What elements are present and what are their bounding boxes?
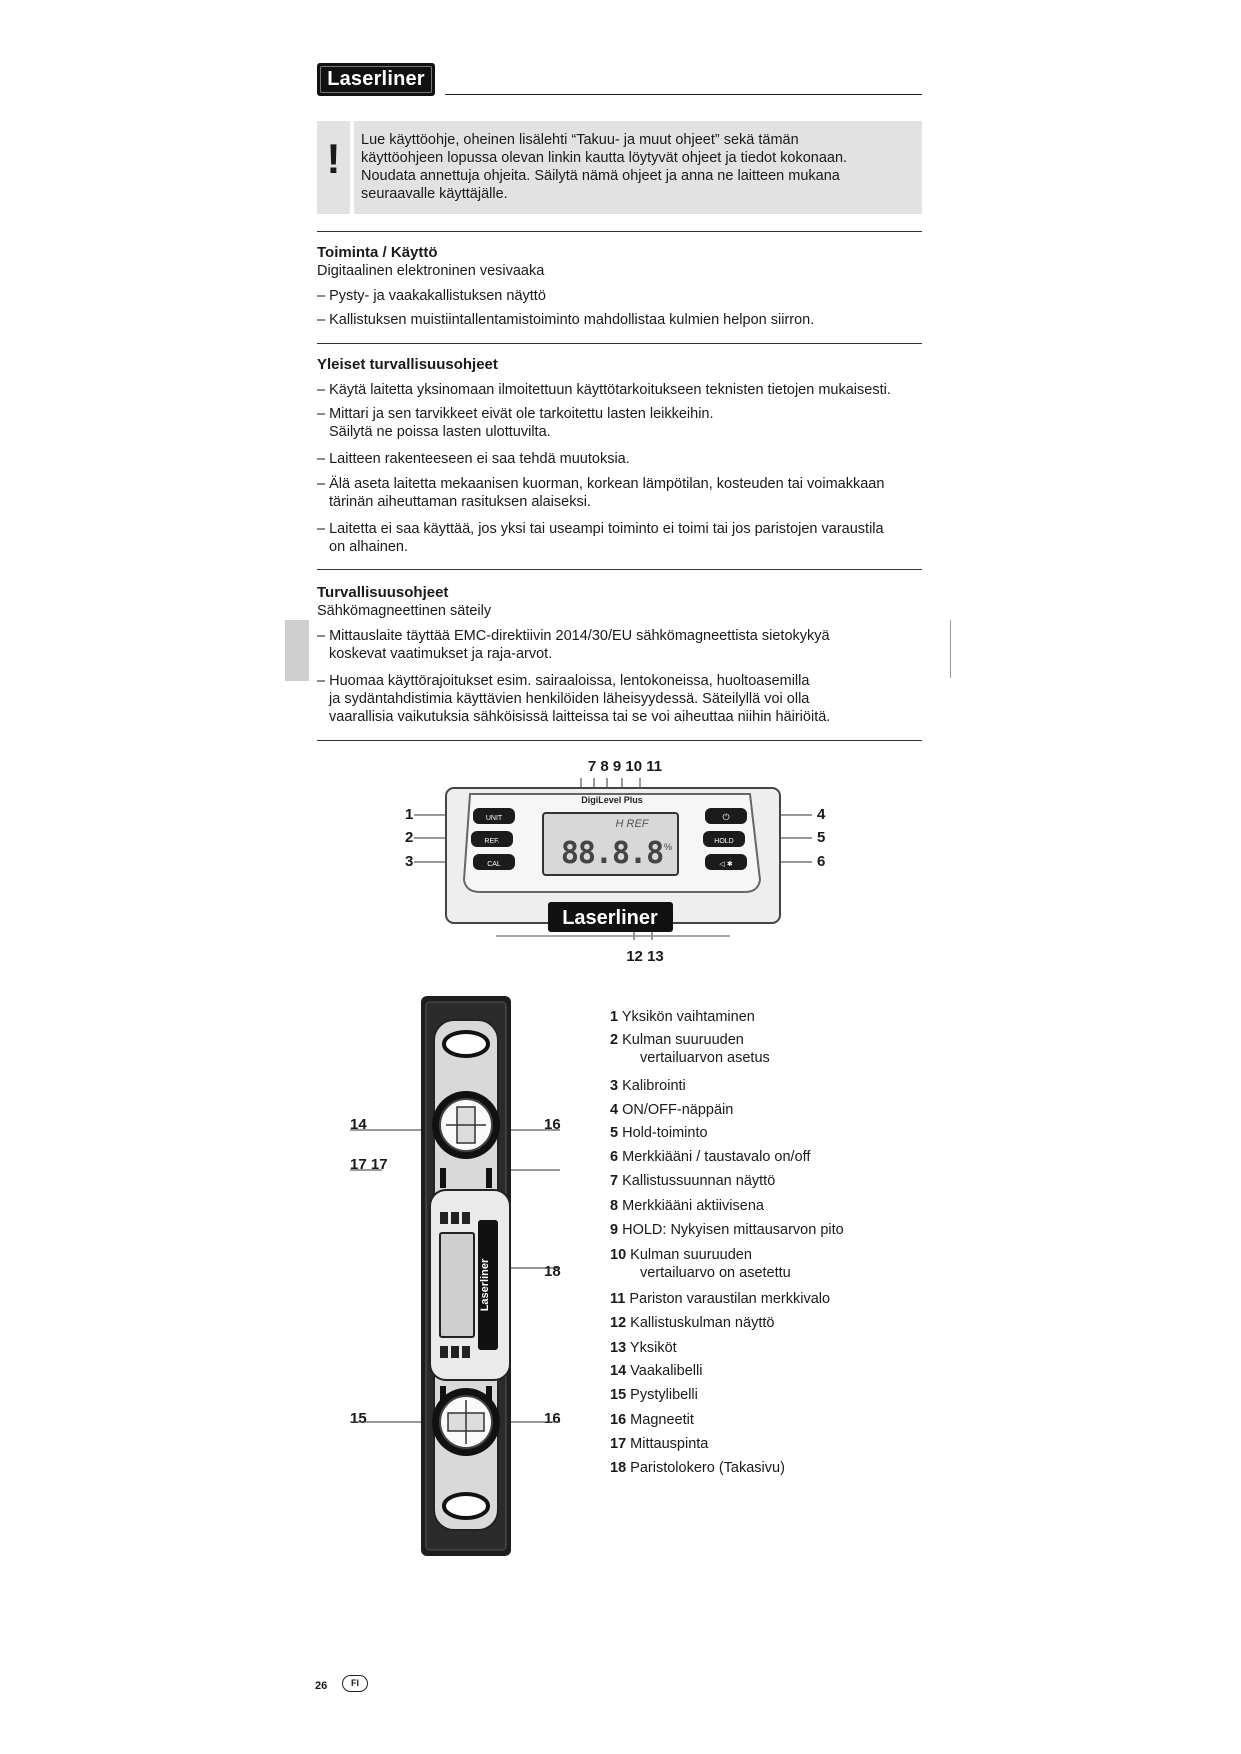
- legend-num: 3: [610, 1078, 619, 1094]
- legend-num: 2: [610, 1032, 619, 1048]
- legend-text: Yksikön vaihtaminen: [621, 1009, 755, 1025]
- legend-text: Paristolokero (Takasivu): [630, 1460, 785, 1476]
- section-divider: [317, 740, 922, 741]
- legend-item: [610, 1172, 910, 1190]
- safety-item: – Käytä laitetta yksinomaan ilmoitettuun käyttötarkoitukseen teknisten tietojen mukaisesti.: [317, 382, 891, 398]
- figure-label-18: 18: [544, 1263, 561, 1280]
- legend-num: 4: [610, 1102, 619, 1118]
- function-item: – Kallistuksen muistiintallentamistoiminto mahdollistaa kulmien helpon siirron.: [317, 312, 815, 328]
- legend-item: [610, 1290, 910, 1308]
- legend-num: 12: [610, 1315, 627, 1331]
- safety-heading: Turvallisuusohjeet: [317, 584, 449, 601]
- legend-num: 11: [610, 1291, 626, 1307]
- lcd-digits: 88.8.8: [560, 836, 664, 871]
- legend-text: Hold-toiminto: [622, 1125, 708, 1141]
- legend-text: Mittauspinta: [630, 1436, 709, 1452]
- notice-text: [361, 131, 917, 203]
- legend-num: 16: [610, 1412, 627, 1428]
- legend-num: 10: [610, 1247, 627, 1263]
- emc-item-cont: koskevat vaatimukset ja raja-arvot.: [329, 646, 553, 662]
- safety-subtitle: Sähkömagneettinen säteily: [317, 603, 492, 619]
- figure-label-2: 2: [405, 829, 414, 846]
- emc-item: – Mittauslaite täyttää EMC-direktiivin 2014/30/EU sähkömagneettista sietokykyä: [317, 628, 830, 644]
- emc-item-cont: ja sydäntahdistimia käyttävien henkilöiden läheisyydessä. Säteilyllä voi olla: [329, 691, 810, 707]
- side-line: [950, 620, 951, 678]
- legend-num: 7: [610, 1173, 619, 1189]
- legend-item: [610, 1386, 910, 1404]
- ref-button[interactable]: REF.: [484, 838, 500, 845]
- cal-button[interactable]: CAL: [487, 861, 501, 868]
- legend-text: Kulman suuruuden: [622, 1032, 744, 1048]
- safety-item: – Laitetta ei saa käyttää, jos yksi tai useampi toiminto ei toimi tai jos paristojen varaustila: [317, 521, 884, 537]
- legend-text: Kalibrointi: [622, 1078, 686, 1094]
- general-safety-heading: Yleiset turvallisuusohjeet: [317, 356, 498, 373]
- notice-line: käyttöohjeen lopussa olevan linkin kautta löytyvät ohjeet ja tiedot kokonaan.: [361, 150, 848, 166]
- device-brand: Laserliner: [562, 907, 658, 929]
- lcd-unit: %: [663, 842, 673, 852]
- legend-text: Pystylibelli: [630, 1387, 698, 1403]
- legend-item: [610, 1221, 910, 1239]
- section-divider: [317, 231, 922, 232]
- safety-item: – Laitteen rakenteeseen ei saa tehdä muutoksia.: [317, 451, 630, 467]
- function-item: – Pysty- ja vaakakallistuksen näyttö: [317, 288, 546, 304]
- legend-num: 9: [610, 1222, 619, 1238]
- legend-item: [610, 1101, 910, 1119]
- power-button[interactable]: ⏻: [722, 813, 730, 823]
- legend-item: [610, 1077, 910, 1095]
- emc-item: – Huomaa käyttörajoitukset esim. sairaaloissa, lentokoneissa, huoltoasemilla: [317, 673, 810, 689]
- product-name: DigiLevel Plus: [581, 795, 643, 805]
- figure-label-6: 6: [817, 853, 826, 870]
- section-divider: [317, 569, 922, 570]
- legend-item: [610, 1031, 910, 1067]
- side-brand: Laserliner: [479, 1258, 491, 1312]
- legend-num: 18: [610, 1460, 627, 1476]
- brand-logo: Laserliner: [317, 63, 435, 96]
- legend-text: Kallistussuunnan näyttö: [622, 1173, 776, 1189]
- legend-text: ON/OFF-näppäin: [622, 1102, 734, 1118]
- legend-text: Merkkiääni / taustavalo on/off: [622, 1149, 811, 1165]
- legend-num: 17: [610, 1436, 627, 1452]
- legend-text-cont: vertailuarvo on asetettu: [640, 1265, 791, 1281]
- figure-label-14: 14: [350, 1116, 367, 1133]
- figure-label-bottom: 12 13: [626, 948, 664, 965]
- notice-line: Noudata annettuja ohjeita. Säilytä nämä ohjeet ja anna ne laitteen mukana: [361, 168, 840, 184]
- legend-item: [610, 1246, 910, 1282]
- legend-item: [610, 1459, 910, 1477]
- legend-text: Kallistuskulman näyttö: [630, 1315, 775, 1331]
- legend-text: Kulman suuruuden: [630, 1247, 752, 1263]
- sound-light-button[interactable]: ◁ ✱: [719, 860, 733, 868]
- legend-text-cont: vertailuarvon asetus: [640, 1050, 770, 1066]
- function-heading: Toiminta / Käyttö: [317, 244, 438, 261]
- header-rule: [445, 94, 922, 95]
- legend-text: Merkkiääni aktiivisena: [622, 1198, 764, 1214]
- legend-text: HOLD: Nykyisen mittausarvon pito: [622, 1222, 844, 1238]
- warning-icon: !: [326, 135, 341, 182]
- notice-line: Lue käyttöohje, oheinen lisälehti “Takuu- ja muut ohjeet” sekä tämän: [361, 132, 799, 148]
- legend-text: Pariston varaustilan merkkivalo: [629, 1291, 831, 1307]
- emc-item-cont: vaarallisia vaikutuksia sähköisissä laitteissa tai se voi aiheuttaa niihin häiriöitä.: [329, 709, 831, 725]
- safety-item: – Älä aseta laitetta mekaanisen kuorman, korkean lämpötilan, kosteuden tai voimakkaan: [317, 476, 885, 492]
- legend-item: [610, 1124, 910, 1142]
- page-number: 26: [315, 1680, 328, 1692]
- legend-num: 1: [610, 1009, 619, 1025]
- control-panel-illustration: [400, 770, 820, 945]
- figure-label-3: 3: [405, 853, 414, 870]
- language-badge: FI: [342, 1675, 368, 1692]
- function-subtitle: Digitaalinen elektroninen vesivaaka: [317, 263, 545, 279]
- lcd-ref-indicator: H REF: [615, 818, 649, 830]
- legend-num: 13: [610, 1340, 627, 1356]
- legend-item: [610, 1008, 910, 1026]
- notice-line: seuraavalle käyttäjälle.: [361, 186, 508, 202]
- figure-label-4: 4: [817, 806, 826, 823]
- legend-num: 14: [610, 1363, 627, 1379]
- legend-item: [610, 1314, 910, 1332]
- legend-item: [610, 1197, 910, 1215]
- figure-label-15: 15: [350, 1410, 367, 1427]
- legend-item: [610, 1435, 910, 1453]
- safety-item-cont: on alhainen.: [329, 539, 409, 555]
- safety-item-cont: Säilytä ne poissa lasten ulottuvilta.: [329, 424, 551, 440]
- spirit-level-illustration: [350, 990, 570, 1570]
- hold-button[interactable]: HOLD: [714, 838, 734, 845]
- legend-num: 15: [610, 1387, 627, 1403]
- safety-item: – Mittari ja sen tarvikkeet eivät ole tarkoitettu lasten leikkeihin.: [317, 406, 714, 422]
- legend-text: Vaakalibelli: [630, 1363, 703, 1379]
- unit-button[interactable]: UNIT: [485, 815, 503, 822]
- figure-label-16-bottom: 16: [544, 1410, 561, 1427]
- figure-label-5: 5: [817, 829, 826, 846]
- legend-text: Yksiköt: [629, 1340, 677, 1356]
- legend-item: [610, 1362, 910, 1380]
- legend-item: [610, 1148, 910, 1166]
- side-tab: [285, 620, 309, 681]
- legend-item: [610, 1411, 910, 1429]
- legend-item: [610, 1339, 910, 1357]
- legend-text: Magneetit: [630, 1412, 694, 1428]
- legend-num: 6: [610, 1149, 619, 1165]
- section-divider: [317, 343, 922, 344]
- safety-item-cont: tärinän aiheuttaman rasituksen alaiseksi.: [329, 494, 591, 510]
- figure-label-17: 17 17: [350, 1156, 388, 1173]
- legend-num: 5: [610, 1125, 619, 1141]
- figure-label-1: 1: [405, 806, 414, 823]
- figure-label-16-top: 16: [544, 1116, 561, 1133]
- figure-label-top: 7 8 9 10 11: [587, 758, 663, 775]
- legend-num: 8: [610, 1198, 619, 1214]
